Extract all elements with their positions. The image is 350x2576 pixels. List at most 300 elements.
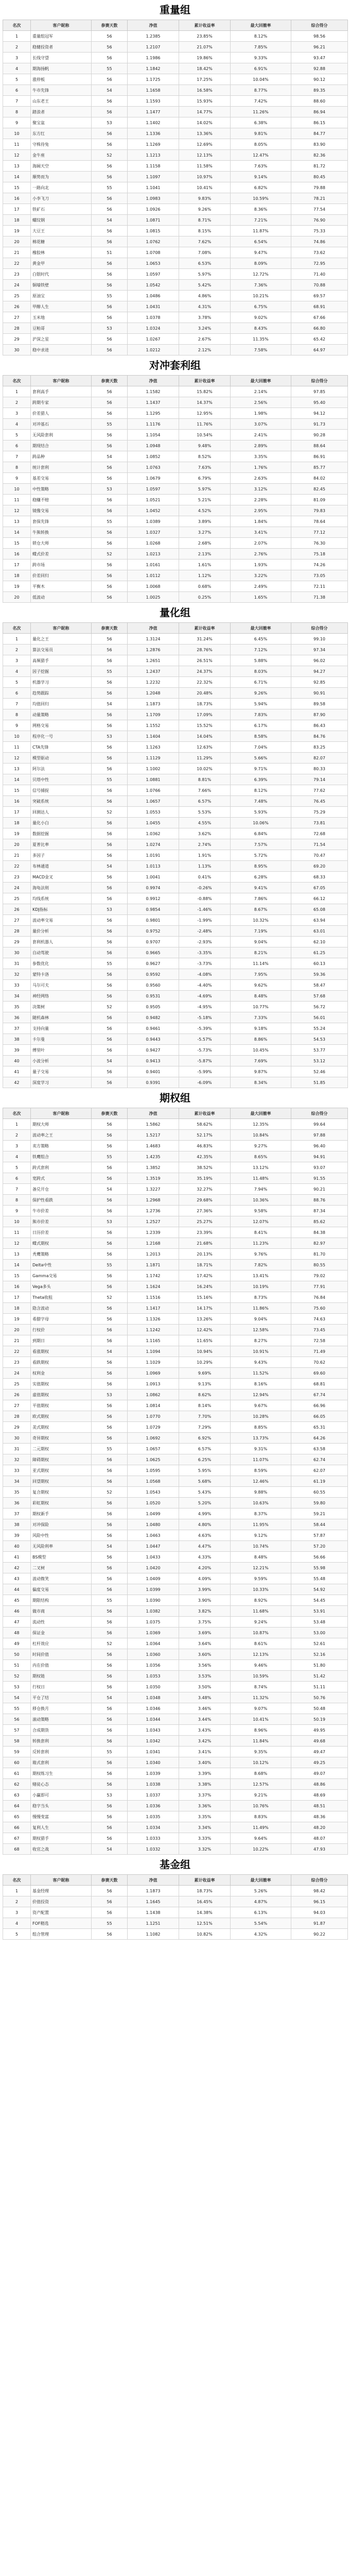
table-row[interactable]	[3, 495, 348, 505]
table-row[interactable]	[3, 1530, 348, 1541]
column-header[interactable]: 累计收益率	[179, 1108, 231, 1119]
table-header-row	[3, 1108, 348, 1119]
table-row[interactable]	[3, 226, 348, 236]
table-row[interactable]	[3, 969, 348, 980]
table-row[interactable]	[3, 1454, 348, 1465]
return-cell: 2.67%	[179, 334, 231, 345]
table-row[interactable]	[3, 883, 348, 893]
table-row[interactable]	[3, 85, 348, 96]
table-row[interactable]	[3, 505, 348, 516]
table-row[interactable]	[3, 1227, 348, 1238]
table-row[interactable]	[3, 473, 348, 484]
table-row[interactable]	[3, 1056, 348, 1066]
column-header[interactable]: 净值	[128, 376, 179, 386]
nickname-cell: Vega多头	[31, 1281, 92, 1292]
table-row[interactable]	[3, 1002, 348, 1012]
table-row[interactable]	[3, 980, 348, 991]
table-row[interactable]	[3, 516, 348, 527]
group-section	[3, 355, 347, 603]
column-header[interactable]: 净值	[128, 1875, 179, 1886]
table-row[interactable]	[3, 1012, 348, 1023]
table-row[interactable]	[3, 828, 348, 839]
days-cell: 56	[92, 850, 128, 861]
nickname-cell: 波动率之王	[31, 1130, 92, 1141]
table-row[interactable]	[3, 1357, 348, 1368]
table-row[interactable]	[3, 731, 348, 742]
column-header[interactable]: 客户昵称	[31, 1875, 92, 1886]
return-cell: 4.31%	[179, 301, 231, 312]
table-row[interactable]	[3, 301, 348, 312]
table-row[interactable]	[3, 1292, 348, 1303]
nickname-cell: 信号捕捉	[31, 785, 92, 796]
return-cell: 0.25%	[179, 592, 231, 603]
score-cell: 90.28	[291, 430, 348, 440]
days-cell: 56	[92, 1238, 128, 1249]
table-row[interactable]	[3, 1130, 348, 1141]
drawdown-cell: 7.12%	[231, 645, 291, 655]
table-row[interactable]	[3, 709, 348, 720]
table-row[interactable]	[3, 592, 348, 603]
table-row[interactable]	[3, 1660, 348, 1671]
table-row[interactable]	[3, 570, 348, 581]
table-row[interactable]	[3, 1119, 348, 1130]
table-row[interactable]	[3, 1487, 348, 1498]
nickname-cell: 行权价	[31, 1325, 92, 1335]
table-row[interactable]	[3, 677, 348, 688]
table-row[interactable]	[3, 1389, 348, 1400]
return-cell: -2.48%	[179, 926, 231, 937]
score-cell: 73.62	[291, 247, 348, 258]
table-row[interactable]	[3, 1628, 348, 1638]
table-row[interactable]	[3, 247, 348, 258]
drawdown-cell: 13.41%	[231, 1270, 291, 1281]
table-row[interactable]	[3, 1184, 348, 1195]
table-row[interactable]	[3, 258, 348, 269]
table-row[interactable]	[3, 74, 348, 85]
table-row[interactable]	[3, 1617, 348, 1628]
rank-cell: 14	[3, 527, 31, 538]
table-row[interactable]	[3, 291, 348, 301]
table-row[interactable]	[3, 1379, 348, 1389]
table-row[interactable]	[3, 323, 348, 334]
nav-cell: 1.0431	[128, 301, 179, 312]
table-row[interactable]	[3, 818, 348, 828]
table-row[interactable]	[3, 1066, 348, 1077]
column-header[interactable]: 最大回撤率	[231, 376, 291, 386]
table-row[interactable]	[3, 764, 348, 774]
return-cell: -5.57%	[179, 1034, 231, 1045]
days-cell: 56	[92, 161, 128, 172]
table-row[interactable]	[3, 1929, 348, 1940]
table-row[interactable]	[3, 312, 348, 323]
drawdown-cell: 5.88%	[231, 655, 291, 666]
table-row[interactable]	[3, 1896, 348, 1907]
table-row[interactable]	[3, 107, 348, 117]
column-header[interactable]: 名次	[3, 376, 31, 386]
rank-cell: 24	[3, 883, 31, 893]
table-row[interactable]	[3, 1303, 348, 1314]
drawdown-cell: 3.12%	[231, 484, 291, 495]
table-row[interactable]	[3, 1045, 348, 1056]
score-cell: 55.48	[291, 1573, 348, 1584]
score-cell: 86.91	[291, 451, 348, 462]
drawdown-cell: 6.82%	[231, 182, 291, 193]
table-row[interactable]	[3, 31, 348, 42]
drawdown-cell: 6.54%	[231, 236, 291, 247]
score-cell: 56.01	[291, 1012, 348, 1023]
table-row[interactable]	[3, 581, 348, 592]
column-header[interactable]: 客户昵称	[31, 1108, 92, 1119]
nav-cell: 1.0344	[128, 1714, 179, 1725]
table-row[interactable]	[3, 1682, 348, 1692]
table-row[interactable]	[3, 1692, 348, 1703]
table-row[interactable]	[3, 1195, 348, 1206]
column-header[interactable]: 净值	[128, 20, 179, 31]
table-row[interactable]	[3, 1281, 348, 1292]
table-row[interactable]	[3, 796, 348, 807]
rank-cell: 20	[3, 839, 31, 850]
score-cell: 98.56	[291, 31, 348, 42]
score-cell: 67.05	[291, 883, 348, 893]
column-header[interactable]: 累计收益率	[179, 376, 231, 386]
table-row[interactable]	[3, 947, 348, 958]
rank-cell: 64	[3, 1801, 31, 1811]
table-row[interactable]	[3, 1346, 348, 1357]
table-row[interactable]	[3, 96, 348, 107]
table-row[interactable]	[3, 699, 348, 709]
nickname-cell: 白银时代	[31, 269, 92, 280]
days-cell: 56	[92, 258, 128, 269]
rank-cell: 67	[3, 1833, 31, 1844]
table-row[interactable]	[3, 334, 348, 345]
table-row[interactable]	[3, 937, 348, 947]
nickname-cell: Delta中性	[31, 1260, 92, 1270]
column-header[interactable]: 综合得分	[291, 1875, 348, 1886]
return-cell: 10.97%	[179, 172, 231, 182]
nav-cell: 1.1871	[128, 1260, 179, 1270]
table-row[interactable]	[3, 269, 348, 280]
column-header[interactable]: 客户昵称	[31, 20, 92, 31]
drawdown-cell: 6.45%	[231, 634, 291, 645]
table-row[interactable]	[3, 904, 348, 915]
column-header[interactable]: 净值	[128, 1108, 179, 1119]
column-header[interactable]: 综合得分	[291, 20, 348, 31]
column-header[interactable]: 参赛天数	[92, 20, 128, 31]
table-row[interactable]	[3, 1779, 348, 1790]
table-row[interactable]	[3, 1844, 348, 1855]
rank-cell: 17	[3, 807, 31, 818]
nickname-cell: 蝶式期权	[31, 1238, 92, 1249]
table-row[interactable]	[3, 1822, 348, 1833]
table-row[interactable]	[3, 1918, 348, 1929]
column-header[interactable]: 最大回撤率	[231, 1108, 291, 1119]
table-row[interactable]	[3, 1757, 348, 1768]
table-row[interactable]	[3, 1552, 348, 1563]
nickname-cell: 时间价值	[31, 1649, 92, 1660]
return-cell: 28.76%	[179, 645, 231, 655]
table-row[interactable]	[3, 742, 348, 753]
score-cell: 86.43	[291, 720, 348, 731]
days-cell: 56	[92, 991, 128, 1002]
return-cell: 3.27%	[179, 527, 231, 538]
nickname-cell: 小李飞刀	[31, 193, 92, 204]
column-header[interactable]: 累计收益率	[179, 20, 231, 31]
column-header[interactable]: 综合得分	[291, 376, 348, 386]
score-cell: 63.01	[291, 926, 348, 937]
return-cell: 3.44%	[179, 1714, 231, 1725]
table-row[interactable]	[3, 1270, 348, 1281]
score-cell: 94.91	[291, 1151, 348, 1162]
table-row[interactable]	[3, 1747, 348, 1757]
column-header[interactable]: 参赛天数	[92, 376, 128, 386]
table-row[interactable]	[3, 1422, 348, 1433]
table-row[interactable]	[3, 839, 348, 850]
table-row[interactable]	[3, 1736, 348, 1747]
nickname-cell: 看跌期权	[31, 1357, 92, 1368]
table-row[interactable]	[3, 386, 348, 397]
table-row[interactable]	[3, 1907, 348, 1918]
table-row[interactable]	[3, 451, 348, 462]
rank-cell: 10	[3, 128, 31, 139]
column-header[interactable]: 参赛天数	[92, 1875, 128, 1886]
table-row[interactable]	[3, 785, 348, 796]
table-header-row	[3, 623, 348, 634]
table-row[interactable]	[3, 1584, 348, 1595]
table-row[interactable]	[3, 915, 348, 926]
table-row[interactable]	[3, 893, 348, 904]
table-row[interactable]	[3, 1034, 348, 1045]
score-cell: 69.20	[291, 861, 348, 872]
score-cell: 71.49	[291, 1346, 348, 1357]
table-row[interactable]	[3, 1141, 348, 1151]
table-row[interactable]	[3, 1206, 348, 1216]
days-cell: 55	[92, 63, 128, 74]
table-row[interactable]	[3, 150, 348, 161]
rank-cell: 33	[3, 980, 31, 991]
table-row[interactable]	[3, 549, 348, 560]
table-row[interactable]	[3, 1606, 348, 1617]
table-row[interactable]	[3, 1335, 348, 1346]
table-row[interactable]	[3, 527, 348, 538]
column-header[interactable]: 综合得分	[291, 623, 348, 634]
days-cell: 56	[92, 1141, 128, 1151]
table-row[interactable]	[3, 215, 348, 226]
drawdown-cell: 3.22%	[231, 570, 291, 581]
table-row[interactable]	[3, 172, 348, 182]
table-row[interactable]	[3, 1433, 348, 1444]
column-header[interactable]: 名次	[3, 623, 31, 634]
column-header[interactable]: 参赛天数	[92, 1108, 128, 1119]
table-row[interactable]	[3, 1811, 348, 1822]
column-header[interactable]: 累计收益率	[179, 623, 231, 634]
drawdown-cell: 7.58%	[231, 345, 291, 355]
table-row[interactable]	[3, 807, 348, 818]
table-row[interactable]	[3, 42, 348, 53]
table-row[interactable]	[3, 1638, 348, 1649]
nickname-cell: 移仓换月	[31, 1703, 92, 1714]
table-row[interactable]	[3, 1703, 348, 1714]
table-row[interactable]	[3, 720, 348, 731]
column-header[interactable]: 最大回撤率	[231, 623, 291, 634]
column-header[interactable]: 名次	[3, 1875, 31, 1886]
rank-cell: 3	[3, 53, 31, 63]
table-row[interactable]	[3, 688, 348, 699]
score-cell: 70.62	[291, 1357, 348, 1368]
column-header[interactable]: 累计收益率	[179, 1875, 231, 1886]
table-row[interactable]	[3, 1173, 348, 1184]
table-row[interactable]	[3, 1400, 348, 1411]
table-row[interactable]	[3, 1216, 348, 1227]
table-row[interactable]	[3, 193, 348, 204]
table-row[interactable]	[3, 1238, 348, 1249]
days-cell: 56	[92, 937, 128, 947]
nickname-cell: 隐含波动	[31, 1303, 92, 1314]
return-cell: 8.62%	[179, 1389, 231, 1400]
table-row[interactable]	[3, 991, 348, 1002]
table-row[interactable]	[3, 1444, 348, 1454]
table-row[interactable]	[3, 1519, 348, 1530]
days-cell: 56	[92, 312, 128, 323]
table-row[interactable]	[3, 926, 348, 937]
table-row[interactable]	[3, 1498, 348, 1509]
table-row[interactable]	[3, 1411, 348, 1422]
table-row[interactable]	[3, 1801, 348, 1811]
table-row[interactable]	[3, 204, 348, 215]
table-row[interactable]	[3, 666, 348, 677]
column-header[interactable]: 净值	[128, 623, 179, 634]
nickname-cell: 阿尔法	[31, 764, 92, 774]
table-row[interactable]	[3, 1314, 348, 1325]
table-row[interactable]	[3, 1509, 348, 1519]
table-row[interactable]	[3, 1077, 348, 1088]
score-cell: 66.12	[291, 893, 348, 904]
table-row[interactable]	[3, 1476, 348, 1487]
days-cell: 55	[92, 419, 128, 430]
table-row[interactable]	[3, 1368, 348, 1379]
table-row[interactable]	[3, 236, 348, 247]
table-row[interactable]	[3, 1249, 348, 1260]
column-header[interactable]: 名次	[3, 20, 31, 31]
score-cell: 76.84	[291, 1292, 348, 1303]
table-row[interactable]	[3, 484, 348, 495]
nickname-cell: 海阔天空	[31, 161, 92, 172]
table-row[interactable]	[3, 1260, 348, 1270]
table-row[interactable]	[3, 1714, 348, 1725]
table-row[interactable]	[3, 645, 348, 655]
table-row[interactable]	[3, 958, 348, 969]
return-cell: 13.26%	[179, 1314, 231, 1325]
table-row[interactable]	[3, 419, 348, 430]
table-row[interactable]	[3, 397, 348, 408]
table-row[interactable]	[3, 1649, 348, 1660]
table-row[interactable]	[3, 345, 348, 355]
table-row[interactable]	[3, 538, 348, 549]
nickname-cell: 铜墙铁壁	[31, 280, 92, 291]
rank-cell: 2	[3, 397, 31, 408]
return-cell: 1.13%	[179, 861, 231, 872]
return-cell: 24.37%	[179, 666, 231, 677]
table-row[interactable]	[3, 1023, 348, 1034]
nickname-cell: 卖方策略	[31, 1141, 92, 1151]
table-row[interactable]	[3, 872, 348, 883]
table-row[interactable]	[3, 850, 348, 861]
return-cell: 16.58%	[179, 85, 231, 96]
table-row[interactable]	[3, 1465, 348, 1476]
table-row[interactable]	[3, 1541, 348, 1552]
table-row[interactable]	[3, 440, 348, 451]
days-cell: 56	[92, 1281, 128, 1292]
drawdown-cell: 9.46%	[231, 1660, 291, 1671]
nickname-cell: 棉花糖	[31, 236, 92, 247]
table-row[interactable]	[3, 408, 348, 419]
rank-cell: 14	[3, 1260, 31, 1270]
column-header[interactable]: 最大回撤率	[231, 1875, 291, 1886]
nickname-cell: 贝塔中性	[31, 774, 92, 785]
nickname-cell: 原油宝	[31, 291, 92, 301]
column-header[interactable]: 综合得分	[291, 1108, 348, 1119]
table-row[interactable]	[3, 634, 348, 645]
drawdown-cell: 9.14%	[231, 172, 291, 182]
table-row[interactable]	[3, 128, 348, 139]
column-header[interactable]: 参赛天数	[92, 623, 128, 634]
nav-cell: 1.2437	[128, 666, 179, 677]
nickname-cell: 跨品种	[31, 451, 92, 462]
table-row[interactable]	[3, 161, 348, 172]
table-row[interactable]	[3, 1162, 348, 1173]
table-row[interactable]	[3, 182, 348, 193]
table-row[interactable]	[3, 1768, 348, 1779]
table-row[interactable]	[3, 117, 348, 128]
column-header[interactable]: 客户昵称	[31, 376, 92, 386]
table-row[interactable]	[3, 139, 348, 150]
table-row[interactable]	[3, 63, 348, 74]
rank-cell: 4	[3, 666, 31, 677]
table-row[interactable]	[3, 1595, 348, 1606]
rank-cell: 5	[3, 1162, 31, 1173]
days-cell: 56	[92, 1886, 128, 1896]
table-row[interactable]	[3, 1790, 348, 1801]
table-row[interactable]	[3, 1151, 348, 1162]
nav-cell: 1.0766	[128, 785, 179, 796]
column-header[interactable]: 客户昵称	[31, 623, 92, 634]
nickname-cell: 沪深之星	[31, 334, 92, 345]
table-row[interactable]	[3, 430, 348, 440]
table-row[interactable]	[3, 1563, 348, 1573]
table-row[interactable]	[3, 1325, 348, 1335]
score-cell: 85.77	[291, 462, 348, 473]
table-row[interactable]	[3, 1725, 348, 1736]
table-row[interactable]	[3, 1886, 348, 1896]
column-header[interactable]: 最大回撤率	[231, 20, 291, 31]
table-row[interactable]	[3, 774, 348, 785]
table-row[interactable]	[3, 753, 348, 764]
table-row[interactable]	[3, 560, 348, 570]
score-cell: 82.07	[291, 753, 348, 764]
table-row[interactable]	[3, 280, 348, 291]
table-row[interactable]	[3, 1833, 348, 1844]
days-cell: 56	[92, 1736, 128, 1747]
table-row[interactable]	[3, 861, 348, 872]
table-row[interactable]	[3, 1573, 348, 1584]
table-row[interactable]	[3, 655, 348, 666]
column-header[interactable]: 名次	[3, 1108, 31, 1119]
rank-cell: 15	[3, 182, 31, 193]
table-row[interactable]	[3, 53, 348, 63]
table-row[interactable]	[3, 1671, 348, 1682]
nickname-cell: 牛市先锋	[31, 85, 92, 96]
score-cell: 53.91	[291, 1606, 348, 1617]
table-row[interactable]	[3, 462, 348, 473]
